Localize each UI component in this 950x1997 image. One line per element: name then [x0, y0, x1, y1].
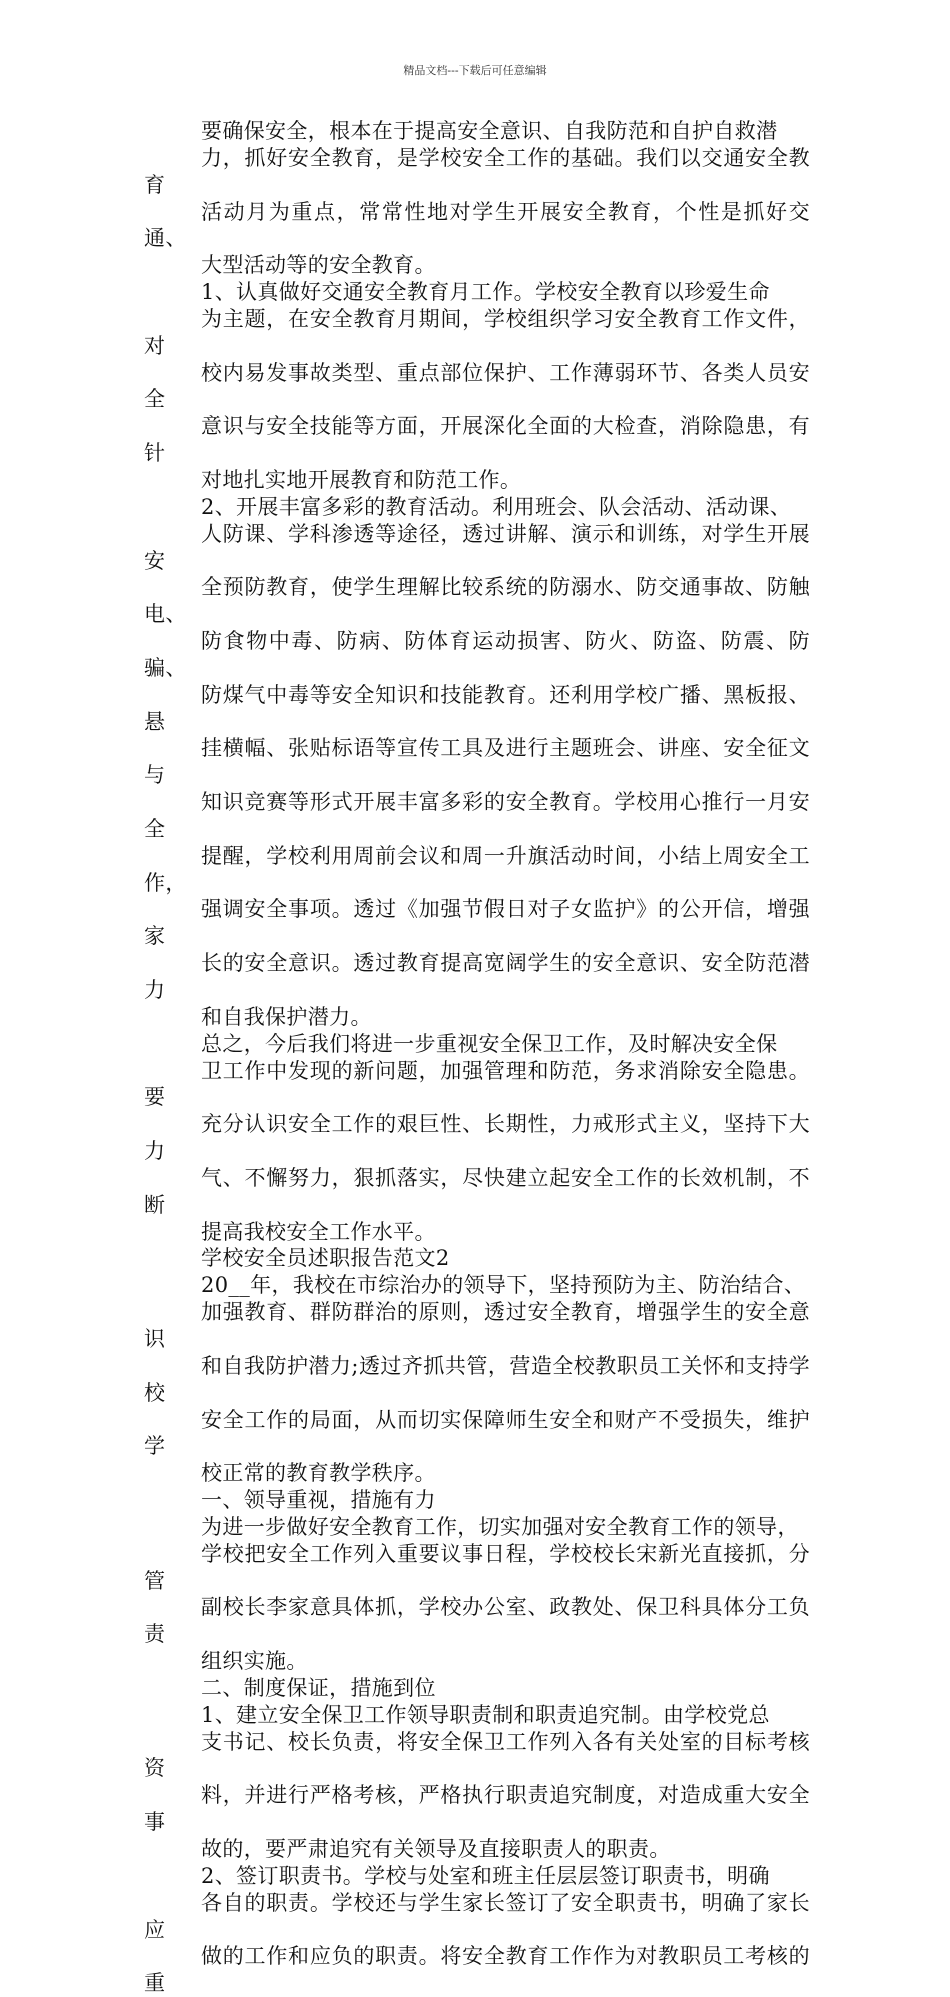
paragraph [144, 1702, 810, 1863]
text-line: 20__年，我校在市综治办的领导下，坚持预防为主、防治结合、 [201, 1273, 806, 1298]
paragraph [144, 1863, 810, 1997]
paragraph [144, 1514, 810, 1675]
text-line: 总之，今后我们将进一步重视安全保卫工作，及时解决安全保 [201, 1031, 778, 1056]
text-line: 提高我校安全工作水平。 [201, 1219, 436, 1244]
paragraph [144, 279, 810, 494]
paragraph [144, 1272, 810, 1487]
paragraph [144, 494, 810, 1031]
text-line: 学校安全员述职报告范文2 [201, 1246, 450, 1271]
text-line: 一、领导重视，措施有力 [201, 1488, 436, 1513]
text-line: 防食物中毒、防病、防体育运动损害、防火、防盗、防震、防骗、 [144, 629, 810, 680]
text-line: 安全工作的局面，从而切实保障师生安全和财产不受损失，维护学 [144, 1407, 810, 1459]
text-line: 校内易发事故类型、重点部位保护、工作薄弱环节、各类人员安全 [144, 360, 810, 412]
text-line: 气、不懈努力，狠抓落实，尽快建立起安全工作的长效机制，不断 [144, 1165, 810, 1217]
text-line: 活动月为重点，常常性地对学生开展安全教育，个性是抓好交通、 [144, 199, 810, 251]
text-line: 强调安全事项。透过《加强节假日对子女监护》的公开信，增强家 [144, 897, 810, 949]
text-line: 人防课、学科渗透等途径，透过讲解、演示和训练，对学生开展安 [144, 521, 810, 573]
text-line: 加强教育、群防群治的原则，透过安全教育，增强学生的安全意识 [144, 1300, 810, 1351]
text-line: 大型活动等的安全教育。 [201, 253, 436, 278]
text-line: 1、建立安全保卫工作领导职责制和职责追究制。由学校党总 [201, 1702, 770, 1727]
text-line: 知识竞赛等形式开展丰富多彩的安全教育。学校用心推行一月安全 [144, 790, 810, 841]
text-line: 对地扎实地开展教育和防范工作。 [201, 467, 522, 492]
text-line: 全预防教育，使学生理解比较系统的防溺水、防交通事故、防触电、 [144, 575, 810, 627]
text-line: 副校长李家意具体抓，学校办公室、政教处、保卫科具体分工负责 [144, 1595, 810, 1647]
text-line: 校正常的教育教学秩序。 [201, 1461, 436, 1486]
text-line: 1、认真做好交通安全教育月工作。学校安全教育以珍爱生命 [201, 280, 770, 305]
text-line: 卫工作中发现的新问题，加强管理和防范，务求消除安全隐患。要 [144, 1058, 810, 1110]
text-line: 为进一步做好安全教育工作，切实加强对安全教育工作的领导， [201, 1514, 799, 1539]
text-line: 故的，要严肃追究有关领导及直接职责人的职责。 [201, 1837, 671, 1861]
text-line: 为主题，在安全教育月期间，学校组织学习安全教育工作文件，对 [144, 306, 810, 358]
text-line: 料，并进行严格考核，严格执行职责追究制度，对造成重大安全事 [144, 1783, 810, 1835]
text-line: 充分认识安全工作的艰巨性、长期性，力戒形式主义，坚持下大力 [144, 1112, 810, 1164]
text-line: 做的工作和应负的职责。将安全教育工作作为对教职员工考核的重 [144, 1944, 810, 1996]
text-line: 各自的职责。学校还与学生家长签订了安全职责书，明确了家长应 [144, 1890, 810, 1942]
text-line: 2、签订职责书。学校与处室和班主任层层签订职责书，明确 [201, 1863, 770, 1888]
text-line: 防煤气中毒等安全知识和技能教育。还利用学校广播、黑板报、悬 [144, 682, 810, 734]
paragraph [144, 1675, 810, 1702]
paragraph [144, 118, 810, 279]
paragraph [144, 1487, 810, 1514]
text-line: 2、开展丰富多彩的教育活动。利用班会、队会活动、活动课、 [201, 494, 792, 519]
paragraph [144, 1031, 810, 1246]
text-line: 和自我保护潜力。 [201, 1004, 372, 1029]
text-line: 组织实施。 [201, 1649, 308, 1674]
document-body [144, 118, 810, 1997]
text-line: 挂横幅、张贴标语等宣传工具及进行主题班会、讲座、安全征文与 [144, 736, 810, 788]
text-line: 学校把安全工作列入重要议事日程，学校校长宋新光直接抓，分管 [144, 1541, 810, 1593]
text-line: 二、制度保证，措施到位 [201, 1675, 436, 1700]
text-line: 支书记、校长负责，将安全保卫工作列入各有关处室的目标考核资 [144, 1729, 810, 1781]
text-line: 提醒，学校利用周前会议和周一升旗活动时间，小结上周安全工作， [144, 843, 810, 895]
paragraph [144, 1245, 810, 1272]
text-line: 意识与安全技能等方面，开展深化全面的大检查，消除隐患，有针 [144, 414, 810, 466]
text-line: 力，抓好安全教育，是学校安全工作的基础。我们以交通安全教育 [144, 145, 810, 197]
text-line: 长的安全意识。透过教育提高宽阔学生的安全意识、安全防范潜力 [144, 951, 810, 1002]
text-line: 要确保安全，根本在于提高安全意识、自我防范和自护自救潜 [201, 119, 778, 143]
text-line: 和自我防护潜力;透过齐抓共管，营造全校教职员工关怀和支持学校 [144, 1353, 810, 1405]
page-header: 精品文档---下载后可任意编辑 [403, 64, 547, 77]
